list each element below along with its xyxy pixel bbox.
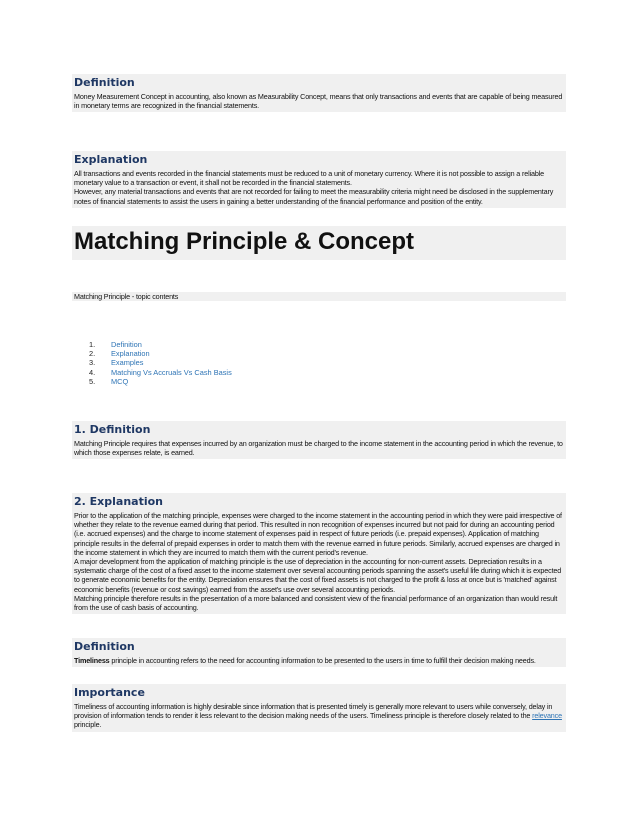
matching-explanation-para-2: A major development from the application of matching principle is the use of depreciation in the accounting for non-current assets. Depreciation results in a systematic charge of the cost of a fixed asset to the income statement over several accounting periods spanning the asset's useful life during which it is expected to generate economic benefits for the entity. Depreciation ensures that the cost of fixed assets is not charged to the profit & loss at once but is 'matched' against economic benefits (revenue or cost savings) earned from the asset's use over several accounting periods. (74, 557, 562, 594)
explanation-para-2: However, any material transactions and events that are not recorded for failing to meet the measurability criteria might need be disclosed in the supplementary notes of financial statements to assist the users in gaining a better understanding of the financial performance and position of the entity. (74, 187, 554, 206)
toc-number: 3. (89, 358, 96, 368)
importance-section (72, 684, 566, 732)
table-of-contents (89, 340, 232, 386)
definition-heading: Definition (74, 76, 135, 89)
toc-link-explanation[interactable]: Explanation (111, 349, 150, 359)
relevance-link[interactable]: relevance (532, 711, 562, 721)
toc-item[interactable] (89, 358, 232, 367)
matching-explanation-para-3: Matching principle therefore results in the presentation of a more balanced and consistent view of the financial performance of an organization than would result from the use of cash basis of accounting. (74, 593, 558, 613)
page-title: Matching Principle & Concept (74, 228, 415, 255)
importance-text-before: Timeliness of accounting information is highly desirable since information that is presented timely is generally more relevant to users while conversely, delay in provision of information tends to render it less relevant to the decision making needs of the users. Timeliness principle is therefore closely related to the (74, 702, 553, 721)
explanation-heading: Explanation (74, 153, 148, 166)
matching-explanation-heading: 2. Explanation (74, 495, 164, 508)
definition-text: Money Measurement Concept in accounting, also known as Measurability Concept, means that only transactions and events that are capable of being measured in monetary terms are recognized in the financial statements. (74, 92, 563, 111)
matching-definition-text: Matching Principle requires that expenses incurred by an organization must be charged to the income statement in the accounting period in which the revenue, to which those expenses relate, is earned. (74, 439, 563, 458)
definition-section (72, 74, 566, 112)
matching-definition-section (72, 421, 566, 459)
toc-item[interactable] (89, 368, 232, 377)
toc-number: 5. (89, 376, 96, 386)
page-title-block (72, 226, 566, 260)
matching-explanation-para-1: Prior to the application of the matching principle, expenses were charged to the income statement in the accounting period in which they were paid irrespective of whether they relate to the revenue earned during that period. This resulted in non recognition of expenses incurred but not paid for during an accounting period (i.e. accrued expenses) and the charge to income statement of expenses paid in respect of future periods (i.e. prepaid expenses). Application of matching principle results in the deferral of prepaid expenses in order to match them with the revenue earned in future periods. Similarly, accrued expenses are charged in the income statement in which they are incurred to match them with the current period's revenue. (74, 511, 562, 557)
toc-link-mcq[interactable]: MCQ (111, 376, 129, 386)
matching-explanation-text (72, 511, 566, 614)
toc-item[interactable] (89, 340, 232, 349)
toc-item[interactable] (89, 377, 232, 386)
toc-link-examples[interactable]: Examples (111, 358, 144, 368)
timeliness-term: Timeliness (74, 656, 110, 665)
timeliness-definition-heading: Definition (74, 640, 135, 653)
timeliness-definition-text (72, 656, 566, 667)
toc-link-matching-vs-accruals[interactable]: Matching Vs Accruals Vs Cash Basis (111, 367, 232, 377)
toc-number: 1. (89, 340, 96, 349)
topic-contents-label: Matching Principle - topic contents (74, 292, 179, 301)
explanation-text (72, 169, 566, 208)
importance-text-after: principle. (74, 720, 102, 730)
matching-definition-heading: 1. Definition (74, 423, 151, 436)
explanation-para-1: All transactions and events recorded in the financial statements must be reduced to a unit of monetary currency. Where it is not possible to assign a reliable monetary value to a transaction or event, it shall not be recorded in the financial statements. (74, 169, 544, 188)
timeliness-definition-section (72, 638, 566, 667)
timeliness-definition-rest: principle in accounting refers to the need for accounting information to be presented to the users in time to fulfill their decision making needs. (109, 656, 536, 665)
toc-link-definition[interactable]: Definition (111, 340, 142, 349)
importance-heading: Importance (74, 686, 145, 699)
toc-number: 4. (89, 367, 96, 377)
matching-explanation-section (72, 493, 566, 614)
explanation-section (72, 151, 566, 208)
importance-text (72, 702, 566, 732)
topic-contents-bar (72, 292, 566, 301)
toc-number: 2. (89, 349, 96, 359)
toc-item[interactable] (89, 349, 232, 358)
